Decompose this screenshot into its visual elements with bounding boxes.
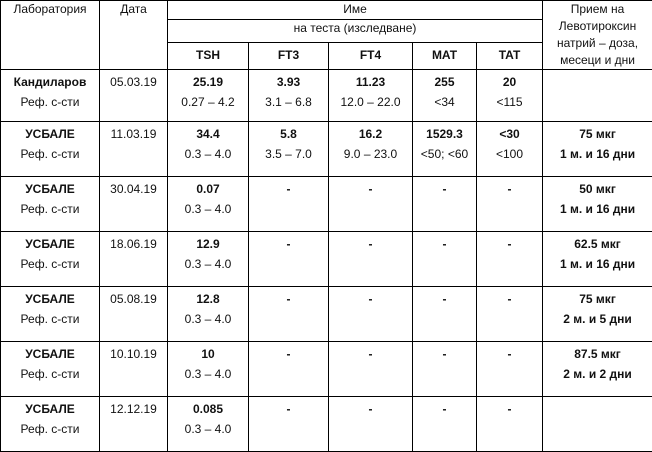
lab-cell (1, 232, 100, 287)
mat-value: 1529.3 (413, 124, 476, 144)
date-cell (100, 70, 168, 122)
tsh-ref-range: 0.27 – 4.2 (168, 92, 248, 112)
column-header-tsh (168, 43, 249, 70)
column-header-tat (477, 43, 543, 70)
date-cell (100, 122, 168, 177)
ref-label: Реф. с-сти (1, 199, 99, 219)
date-cell (100, 232, 168, 287)
date-cell (100, 397, 168, 452)
dose-value: 50 мкг (543, 179, 652, 199)
ft3-value: - (249, 234, 328, 254)
intake-header-line: Прием на (543, 1, 652, 18)
dose-cell (543, 70, 652, 122)
ft3-cell (249, 177, 329, 232)
tat-ref-range: <100 (477, 144, 542, 164)
lab-name: УСБАЛЕ (1, 289, 99, 309)
date-cell (100, 287, 168, 342)
ft4-value: - (329, 234, 412, 254)
tat-value: <30 (477, 124, 542, 144)
tat-value: - (477, 234, 542, 254)
duration-value: 1 м. и 16 дни (543, 144, 652, 164)
ref-label: Реф. с-сти (1, 309, 99, 329)
tat-cell (477, 177, 543, 232)
tsh-ref-range: 0.3 – 4.0 (168, 199, 248, 219)
dose-cell (543, 287, 652, 342)
lab-cell (1, 177, 100, 232)
dose-cell (543, 397, 652, 452)
ft3-cell (249, 122, 329, 177)
tsh-cell (168, 397, 249, 452)
tat-ref-range: <115 (477, 92, 542, 112)
name-header-text: Име (343, 2, 367, 16)
column-header-mat (413, 43, 477, 70)
ft3-cell (249, 342, 329, 397)
mat-ref-range: <34 (413, 92, 476, 112)
mat-value: - (413, 289, 476, 309)
date-value: 18.06.19 (100, 234, 167, 254)
ft3-cell (249, 287, 329, 342)
lab-name: УСБАЛЕ (1, 344, 99, 364)
tsh-cell (168, 342, 249, 397)
table-row (1, 287, 652, 342)
ft4-cell (329, 232, 413, 287)
ft4-cell (329, 287, 413, 342)
tsh-cell (168, 70, 249, 122)
date-value: 12.12.19 (100, 399, 167, 419)
mat-cell (413, 177, 477, 232)
intake-header-line: месеци и дни (543, 52, 652, 69)
ft3-value: - (249, 344, 328, 364)
name-subheader (168, 19, 543, 43)
tsh-value: 25.19 (168, 72, 248, 92)
lab-cell (1, 287, 100, 342)
column-header-ft4 (329, 43, 413, 70)
mat-cell (413, 70, 477, 122)
lab-header-text: Лаборатория (13, 2, 86, 16)
ft4-value: - (329, 344, 412, 364)
tat-value: - (477, 179, 542, 199)
tsh-value: 0.085 (168, 399, 248, 419)
tsh-cell (168, 287, 249, 342)
tat-value: - (477, 289, 542, 309)
ft3-value: 5.8 (249, 124, 328, 144)
dose-value: 87.5 мкг (543, 344, 652, 364)
tat-cell (477, 122, 543, 177)
tsh-cell (168, 122, 249, 177)
dose-value: 75 мкг (543, 124, 652, 144)
tsh-value: 10 (168, 344, 248, 364)
table-row (1, 397, 652, 452)
tsh-ref-range: 0.3 – 4.0 (168, 419, 248, 439)
tat-cell (477, 287, 543, 342)
ft4-ref-range: 9.0 – 23.0 (329, 144, 412, 164)
ft3-cell (249, 232, 329, 287)
date-header-text: Дата (120, 2, 147, 16)
ft4-value: - (329, 399, 412, 419)
tsh-cell (168, 177, 249, 232)
table-row (1, 122, 652, 177)
intake-header (543, 1, 652, 70)
column-header-text: FT3 (278, 48, 299, 62)
ft4-cell (329, 397, 413, 452)
mat-value: - (413, 344, 476, 364)
ft4-ref-range: 12.0 – 22.0 (329, 92, 412, 112)
date-value: 05.08.19 (100, 289, 167, 309)
ref-label: Реф. с-сти (1, 419, 99, 439)
ft3-ref-range: 3.5 – 7.0 (249, 144, 328, 164)
intake-header-line: натрий – доза, (543, 35, 652, 52)
ft4-cell (329, 342, 413, 397)
date-header (100, 1, 168, 70)
ft4-value: - (329, 289, 412, 309)
tat-cell (477, 342, 543, 397)
ft3-value: - (249, 399, 328, 419)
mat-cell (413, 122, 477, 177)
tsh-value: 12.8 (168, 289, 248, 309)
table-row (1, 70, 652, 122)
duration-value: 2 м. и 2 дни (543, 364, 652, 384)
ft3-ref-range: 3.1 – 6.8 (249, 92, 328, 112)
ft3-value: - (249, 289, 328, 309)
date-cell (100, 342, 168, 397)
mat-value: - (413, 179, 476, 199)
ft3-value: - (249, 179, 328, 199)
tsh-value: 12.9 (168, 234, 248, 254)
lab-name: УСБАЛЕ (1, 234, 99, 254)
lab-name: УСБАЛЕ (1, 179, 99, 199)
column-header-text: FT4 (360, 48, 381, 62)
duration-value: 2 м. и 5 дни (543, 309, 652, 329)
dose-cell (543, 122, 652, 177)
lab-header (1, 1, 100, 70)
column-header-text: TSH (196, 48, 220, 62)
ft3-cell (249, 397, 329, 452)
tsh-value: 0.07 (168, 179, 248, 199)
lab-cell (1, 70, 100, 122)
dose-cell (543, 232, 652, 287)
header-row (1, 1, 652, 20)
mat-cell (413, 287, 477, 342)
dose-value: 75 мкг (543, 289, 652, 309)
mat-value: 255 (413, 72, 476, 92)
name-header (168, 1, 543, 20)
lab-cell (1, 342, 100, 397)
column-header-ft3 (249, 43, 329, 70)
lab-cell (1, 122, 100, 177)
table-row (1, 177, 652, 232)
ref-label: Реф. с-сти (1, 254, 99, 274)
tsh-ref-range: 0.3 – 4.0 (168, 254, 248, 274)
mat-cell (413, 342, 477, 397)
table-row (1, 342, 652, 397)
intake-header-line: Левотироксин (543, 18, 652, 35)
ft4-cell (329, 122, 413, 177)
date-value: 05.03.19 (100, 72, 167, 92)
tat-cell (477, 70, 543, 122)
mat-cell (413, 232, 477, 287)
ft4-cell (329, 70, 413, 122)
ft4-cell (329, 177, 413, 232)
tat-value: - (477, 399, 542, 419)
date-value: 30.04.19 (100, 179, 167, 199)
date-value: 10.10.19 (100, 344, 167, 364)
tat-value: 20 (477, 72, 542, 92)
tat-value: - (477, 344, 542, 364)
ft4-value: 11.23 (329, 72, 412, 92)
table-row (1, 232, 652, 287)
tsh-value: 34.4 (168, 124, 248, 144)
ft4-value: - (329, 179, 412, 199)
tat-cell (477, 232, 543, 287)
duration-value: 1 м. и 16 дни (543, 254, 652, 274)
ft3-value: 3.93 (249, 72, 328, 92)
ref-label: Реф. с-сти (1, 144, 99, 164)
dose-value: 62.5 мкг (543, 234, 652, 254)
dose-cell (543, 177, 652, 232)
tsh-ref-range: 0.3 – 4.0 (168, 364, 248, 384)
mat-cell (413, 397, 477, 452)
tat-cell (477, 397, 543, 452)
tsh-cell (168, 232, 249, 287)
mat-value: - (413, 234, 476, 254)
ft3-cell (249, 70, 329, 122)
ref-label: Реф. с-сти (1, 92, 99, 112)
lab-cell (1, 397, 100, 452)
dose-cell (543, 342, 652, 397)
tsh-ref-range: 0.3 – 4.0 (168, 309, 248, 329)
lab-name: Кандиларов (1, 72, 99, 92)
lab-name: УСБАЛЕ (1, 399, 99, 419)
mat-value: - (413, 399, 476, 419)
mat-ref-range: <50; <60 (413, 144, 476, 164)
column-header-text: MAT (432, 48, 457, 62)
name-subheader-text: на теста (изследване) (294, 21, 417, 35)
column-header-text: TAT (499, 48, 521, 62)
tsh-ref-range: 0.3 – 4.0 (168, 144, 248, 164)
date-cell (100, 177, 168, 232)
ft4-value: 16.2 (329, 124, 412, 144)
date-value: 11.03.19 (100, 124, 167, 144)
duration-value: 1 м. и 16 дни (543, 199, 652, 219)
lab-name: УСБАЛЕ (1, 124, 99, 144)
ref-label: Реф. с-сти (1, 364, 99, 384)
